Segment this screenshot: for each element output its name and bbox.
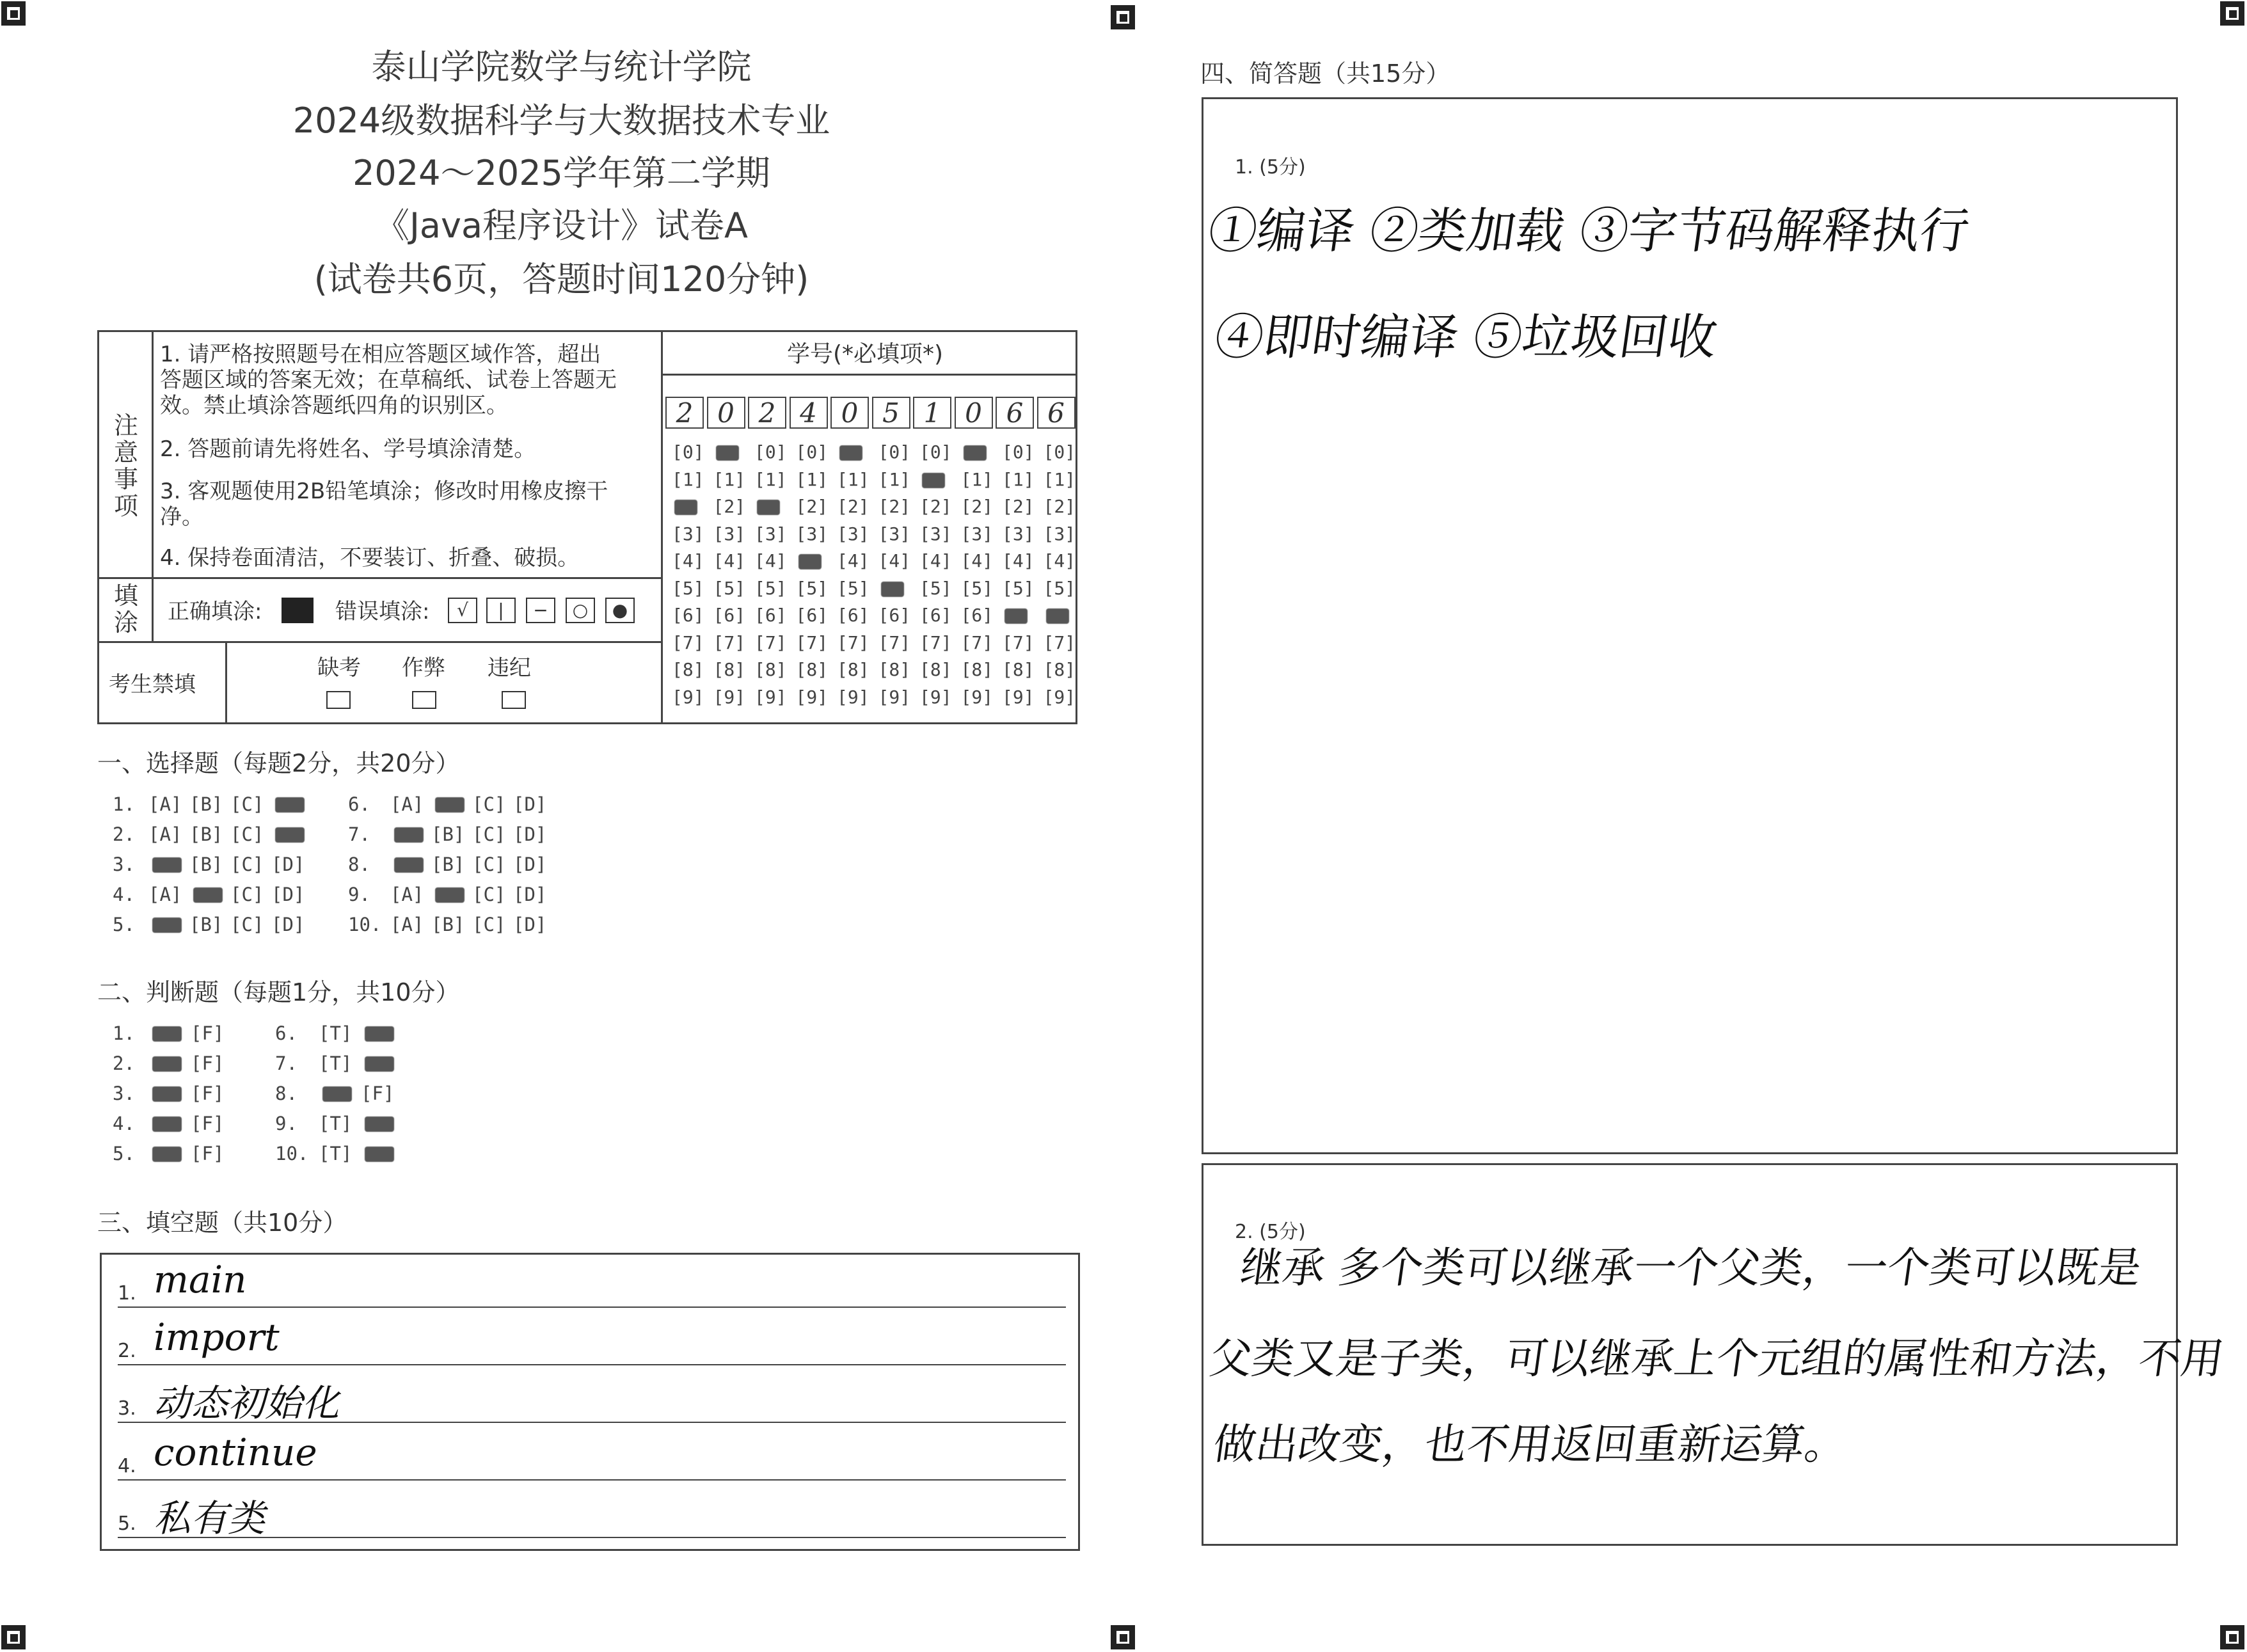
choice-bubble: [D] <box>513 884 547 905</box>
corner-marker-top-right <box>2220 1 2244 26</box>
center-marker-top <box>1111 5 1135 29</box>
student-id-bubble: [2] <box>1002 496 1035 517</box>
student-id-bubble: [1] <box>672 468 704 490</box>
judge-bubble: [T] <box>319 1143 353 1164</box>
question-2-answer-line-2: 父类又是子类，可以继承上个元组的属性和方法，不用 <box>1206 1334 2227 1383</box>
student-id-bubble: [3] <box>713 523 746 544</box>
judge-question-number: 6. <box>275 1022 298 1044</box>
choice-question-number: 4. <box>113 884 135 905</box>
student-id-label: 学号(*必填项*) <box>787 341 944 367</box>
blank-number: 1. <box>118 1282 136 1305</box>
student-id-bubble: [6] <box>713 605 746 626</box>
choice-bubble: [D] <box>513 793 547 815</box>
student-id-bubble: [8] <box>672 659 704 680</box>
judge-bubble-filled <box>322 1086 352 1102</box>
choice-question-number: 8. <box>348 854 370 875</box>
judge-bubble-filled <box>152 1147 182 1162</box>
student-id-bubble: [8] <box>919 659 952 680</box>
student-id-digit-3: 2 <box>748 397 786 429</box>
student-id-bubble: [5] <box>837 577 869 599</box>
choice-question-number: 7. <box>348 823 370 845</box>
wrong-fill-circle: ○ <box>566 598 595 623</box>
judge-question-number: 2. <box>113 1052 135 1074</box>
student-id-bubble: [2] <box>919 496 952 517</box>
choice-bubble: [C] <box>472 914 506 935</box>
student-id-bubble: [7] <box>754 631 787 653</box>
choice-bubble-filled <box>275 827 305 843</box>
choice-bubble: [C] <box>472 884 506 905</box>
section-1-title: 一、选择题（每题2分，共20分） <box>97 749 460 777</box>
student-id-bubble: [2] <box>960 496 994 517</box>
question-1-answer-line-1: ①编译 ②类加载 ③字节码解释执行 <box>1204 202 1973 259</box>
judge-bubble: [T] <box>319 1113 353 1134</box>
student-id-bubble: [7] <box>960 631 994 653</box>
student-id-bubble: [6] <box>754 605 787 626</box>
student-id-digit-8: 0 <box>955 397 993 429</box>
judge-question-number: 8. <box>275 1083 298 1104</box>
student-id-bubble: [0] <box>878 441 911 463</box>
choice-bubble: [C] <box>230 823 264 845</box>
student-id-bubble: [7] <box>1043 631 1076 653</box>
question-2-score: 2. (5分) <box>1235 1221 1306 1243</box>
blank-answer-2: import <box>154 1315 280 1359</box>
student-id-bubble: [8] <box>795 659 829 680</box>
judge-bubble-filled <box>365 1147 394 1162</box>
judge-question-number: 4. <box>113 1113 135 1134</box>
student-id-bubble: [0] <box>795 441 829 463</box>
student-id-bubble: [4] <box>837 550 869 571</box>
judge-bubble-filled <box>365 1026 394 1042</box>
student-id-bubble: [8] <box>1002 659 1035 680</box>
student-id-bubble-filled <box>798 554 822 569</box>
wrong-fill-dash: − <box>526 598 555 623</box>
student-id-bubble: [1] <box>713 468 746 490</box>
corner-marker-bottom-left <box>1 1625 26 1649</box>
choice-bubble: [B] <box>189 914 223 935</box>
student-id-bubble: [5] <box>672 577 704 599</box>
student-id-bubble: [7] <box>672 631 704 653</box>
notice-item-3: 3. 客观题使用2B铅笔填涂；修改时用橡皮擦干净。 <box>160 479 608 530</box>
choice-bubble: [A] <box>148 793 182 815</box>
choice-bubble-filled <box>435 797 464 813</box>
student-id-bubble: [8] <box>878 659 911 680</box>
student-id-bubble: [4] <box>1043 550 1076 571</box>
judge-question-number: 1. <box>113 1022 135 1044</box>
absent-label: 缺考 <box>317 655 361 681</box>
answer-line <box>118 1364 1066 1365</box>
student-id-bubble: [3] <box>754 523 787 544</box>
student-id-bubble: [3] <box>919 523 952 544</box>
student-id-bubble: [3] <box>1002 523 1035 544</box>
choice-bubble-filled <box>152 857 182 873</box>
student-id-bubble: [5] <box>1043 577 1076 599</box>
student-id-bubble: [0] <box>754 441 787 463</box>
choice-bubble: [A] <box>148 823 182 845</box>
student-id-bubble: [4] <box>878 550 911 571</box>
student-id-bubble: [5] <box>919 577 952 599</box>
student-id-bubble: [3] <box>795 523 829 544</box>
judge-bubble-filled <box>365 1116 394 1132</box>
choice-bubble: [C] <box>230 854 264 875</box>
wrong-fill-check: √ <box>448 598 477 623</box>
choice-bubble: [B] <box>431 854 465 875</box>
choice-question-number: 2. <box>113 823 135 845</box>
fill-label: 填涂 <box>113 582 138 637</box>
answer-line <box>118 1479 1066 1481</box>
student-id-bubble: [8] <box>713 659 746 680</box>
judge-bubble: [F] <box>191 1113 225 1134</box>
judge-bubble: [T] <box>319 1052 353 1074</box>
student-id-bubble: [9] <box>1043 686 1076 708</box>
student-id-bubble: [8] <box>754 659 787 680</box>
student-id-bubble: [3] <box>672 523 704 544</box>
choice-bubble: [D] <box>513 854 547 875</box>
answer-line <box>118 1307 1066 1308</box>
student-id-bubble-filled <box>839 445 862 461</box>
student-id-bubble: [9] <box>878 686 911 708</box>
student-id-bubble: [9] <box>960 686 994 708</box>
student-id-digit-1: 2 <box>665 397 704 429</box>
student-id-digit-4: 4 <box>790 397 828 429</box>
choice-bubble: [A] <box>390 793 424 815</box>
wrong-fill-label: 错误填涂: <box>335 599 430 624</box>
choice-bubble-filled <box>435 887 464 903</box>
cheat-checkbox[interactable] <box>412 691 436 709</box>
student-id-bubble: [7] <box>919 631 952 653</box>
student-id-bubble: [9] <box>837 686 869 708</box>
student-id-bubble: [5] <box>960 577 994 599</box>
judge-bubble: [F] <box>191 1143 225 1164</box>
student-id-bubble: [9] <box>1002 686 1035 708</box>
choice-question-number: 10. <box>348 914 382 935</box>
forbidden-label: 考生禁填 <box>109 672 196 697</box>
student-id-digit-5: 0 <box>830 397 869 429</box>
choice-bubble: [D] <box>271 914 305 935</box>
choice-question-number: 5. <box>113 914 135 935</box>
absent-checkbox[interactable] <box>326 691 351 709</box>
student-id-bubble: [7] <box>795 631 829 653</box>
choice-bubble: [C] <box>472 823 506 845</box>
student-id-bubble: [4] <box>1002 550 1035 571</box>
correct-fill-label: 正确填涂: <box>168 599 262 624</box>
choice-bubble: [B] <box>189 793 223 815</box>
student-id-bubble: [6] <box>960 605 994 626</box>
student-id-bubble: [2] <box>1043 496 1076 517</box>
student-id-bubble: [6] <box>919 605 952 626</box>
student-id-digit-9: 6 <box>996 397 1034 429</box>
student-id-bubble: [6] <box>837 605 869 626</box>
judge-bubble: [F] <box>191 1083 225 1104</box>
section-3-title: 三、填空题（共10分） <box>97 1209 347 1237</box>
student-id-bubble-filled <box>674 500 697 515</box>
section-4-title: 四、简答题（共15分） <box>1200 60 1450 88</box>
student-id-bubble-filled <box>1004 608 1028 624</box>
student-id-bubble: [1] <box>1002 468 1035 490</box>
student-id-bubble: [0] <box>1002 441 1035 463</box>
judge-bubble: [F] <box>361 1083 395 1104</box>
question-1-score: 1. (5分) <box>1235 156 1306 179</box>
choice-bubble: [B] <box>189 854 223 875</box>
center-marker-bottom <box>1111 1625 1135 1649</box>
student-id-bubble: [4] <box>919 550 952 571</box>
student-id-bubble: [9] <box>672 686 704 708</box>
choice-question-number: 9. <box>348 884 370 905</box>
judge-question-number: 5. <box>113 1143 135 1164</box>
question-2-answer-line-1: 继承 多个类可以继承一个父类，一个类可以既是 <box>1237 1243 2145 1292</box>
student-id-bubble: [1] <box>960 468 994 490</box>
student-id-bubble: [1] <box>754 468 787 490</box>
judge-question-number: 7. <box>275 1052 298 1074</box>
choice-bubble: [D] <box>271 884 305 905</box>
student-id-bubble-filled <box>757 500 780 515</box>
choice-bubble: [B] <box>431 914 465 935</box>
student-id-bubble: [8] <box>960 659 994 680</box>
choice-bubble-filled <box>152 917 182 933</box>
choice-bubble: [C] <box>230 884 264 905</box>
student-id-bubble: [8] <box>837 659 869 680</box>
choice-bubble: [D] <box>271 854 305 875</box>
judge-bubble: [T] <box>319 1022 353 1044</box>
question-1-answer-line-2: ④即时编译 ⑤垃圾回收 <box>1211 308 1721 365</box>
wrong-fill-dot: ● <box>605 598 635 623</box>
student-id-bubble: [6] <box>672 605 704 626</box>
judge-bubble-filled <box>152 1026 182 1042</box>
judge-question-number: 10. <box>275 1143 309 1164</box>
student-id-bubble: [1] <box>878 468 911 490</box>
student-id-bubble: [9] <box>713 686 746 708</box>
student-id-bubble: [3] <box>837 523 869 544</box>
student-id-bubble: [1] <box>837 468 869 490</box>
student-id-digit-10: 6 <box>1037 397 1076 429</box>
student-id-bubble-filled <box>1046 608 1069 624</box>
student-id-bubble: [5] <box>795 577 829 599</box>
exam-info: (试卷共6页，答题时间120分钟) <box>314 259 809 299</box>
choice-bubble: [B] <box>431 823 465 845</box>
choice-bubble: [B] <box>189 823 223 845</box>
question-2-answer-line-3: 做出改变，也不用返回重新运算。 <box>1210 1420 1851 1469</box>
major-title: 2024级数据科学与大数据技术专业 <box>292 100 830 141</box>
student-id-bubble: [6] <box>878 605 911 626</box>
student-id-bubble: [7] <box>837 631 869 653</box>
student-id-bubble-filled <box>922 473 945 488</box>
choice-bubble: [C] <box>230 914 264 935</box>
student-id-bubble: [0] <box>919 441 952 463</box>
student-id-bubble: [9] <box>919 686 952 708</box>
judge-question-number: 3. <box>113 1083 135 1104</box>
student-id-bubble: [2] <box>795 496 829 517</box>
judge-bubble-filled <box>365 1056 394 1072</box>
student-id-bubble: [2] <box>713 496 746 517</box>
corner-marker-bottom-right <box>2220 1625 2244 1649</box>
judge-bubble-filled <box>152 1056 182 1072</box>
student-id-digit-6: 5 <box>872 397 910 429</box>
student-id-bubble: [4] <box>960 550 994 571</box>
judge-question-number: 9. <box>275 1113 298 1134</box>
wrong-fill-bar: | <box>486 598 516 623</box>
student-id-bubble: [4] <box>713 550 746 571</box>
student-id-bubble: [5] <box>754 577 787 599</box>
judge-bubble: [F] <box>191 1022 225 1044</box>
choice-bubble-filled <box>193 887 223 903</box>
violation-checkbox[interactable] <box>502 691 526 709</box>
student-id-bubble: [3] <box>878 523 911 544</box>
student-id-bubble: [3] <box>1043 523 1076 544</box>
section-2-title: 二、判断题（每题1分，共10分） <box>97 978 460 1006</box>
student-id-bubble: [0] <box>672 441 704 463</box>
student-id-bubble: [1] <box>1043 468 1076 490</box>
student-id-bubble: [2] <box>878 496 911 517</box>
student-id-bubble: [9] <box>795 686 829 708</box>
student-id-bubble: [4] <box>672 550 704 571</box>
student-id-bubble: [5] <box>713 577 746 599</box>
corner-marker-top-left <box>1 1 26 26</box>
choice-question-number: 1. <box>113 793 135 815</box>
choice-bubble-filled <box>394 857 424 873</box>
blank-number: 4. <box>118 1455 136 1477</box>
correct-fill-sample <box>282 598 314 623</box>
blank-number: 5. <box>118 1513 136 1535</box>
choice-bubble: [D] <box>513 823 547 845</box>
student-id-bubble: [3] <box>960 523 994 544</box>
term-title: 2024～2025学年第二学期 <box>353 153 770 193</box>
blank-answer-5: 私有类 <box>154 1497 266 1540</box>
student-id-bubble: [4] <box>754 550 787 571</box>
student-id-bubble: [6] <box>795 605 829 626</box>
cheat-label: 作弊 <box>402 655 445 681</box>
student-id-bubble: [7] <box>1002 631 1035 653</box>
blank-number: 3. <box>118 1397 136 1420</box>
course-title: 《Java程序设计》试卷A <box>374 205 748 246</box>
judge-bubble-filled <box>152 1086 182 1102</box>
student-id-bubble: [9] <box>754 686 787 708</box>
student-id-digit-2: 0 <box>707 397 745 429</box>
choice-bubble-filled <box>275 797 305 813</box>
student-id-bubble: [1] <box>795 468 829 490</box>
student-id-bubble: [8] <box>1043 659 1076 680</box>
notice-label: 注意事项 <box>113 411 138 520</box>
school-title: 泰山学院数学与统计学院 <box>371 47 752 87</box>
student-id-digit-7: 1 <box>913 397 951 429</box>
choice-bubble: [C] <box>472 854 506 875</box>
blank-number: 2. <box>118 1340 136 1362</box>
choice-question-number: 3. <box>113 854 135 875</box>
choice-bubble: [C] <box>472 793 506 815</box>
judge-bubble-filled <box>152 1116 182 1132</box>
blank-answer-1: main <box>154 1258 247 1301</box>
choice-question-number: 6. <box>348 793 370 815</box>
student-id-bubble: [2] <box>837 496 869 517</box>
choice-bubble: [C] <box>230 793 264 815</box>
student-id-bubble: [7] <box>878 631 911 653</box>
student-id-bubble: [5] <box>1002 577 1035 599</box>
blank-answer-4: continue <box>154 1431 317 1474</box>
choice-bubble-filled <box>394 827 424 843</box>
student-id-bubble: [7] <box>713 631 746 653</box>
choice-bubble: [D] <box>513 914 547 935</box>
choice-bubble: [A] <box>148 884 182 905</box>
student-id-bubble-filled <box>881 582 904 597</box>
notice-item-4: 4. 保持卷面清洁，不要装订、折叠、破损。 <box>160 545 580 571</box>
violation-label: 违纪 <box>488 655 531 681</box>
notice-item-2: 2. 答题前请先将姓名、学号填涂清楚。 <box>160 436 536 462</box>
choice-bubble: [A] <box>390 914 424 935</box>
student-id-bubble: [0] <box>1043 441 1076 463</box>
student-id-bubble-filled <box>716 445 739 461</box>
judge-bubble: [F] <box>191 1052 225 1074</box>
notice-item-1: 1. 请严格按照题号在相应答题区域作答，超出答题区域的答案无效；在草稿纸、试卷上答题无效。禁止填涂答题纸四角的识别区。 <box>160 342 617 418</box>
student-id-bubble-filled <box>964 445 987 461</box>
choice-bubble: [A] <box>390 884 424 905</box>
blank-answer-3: 动态初始化 <box>154 1381 340 1425</box>
